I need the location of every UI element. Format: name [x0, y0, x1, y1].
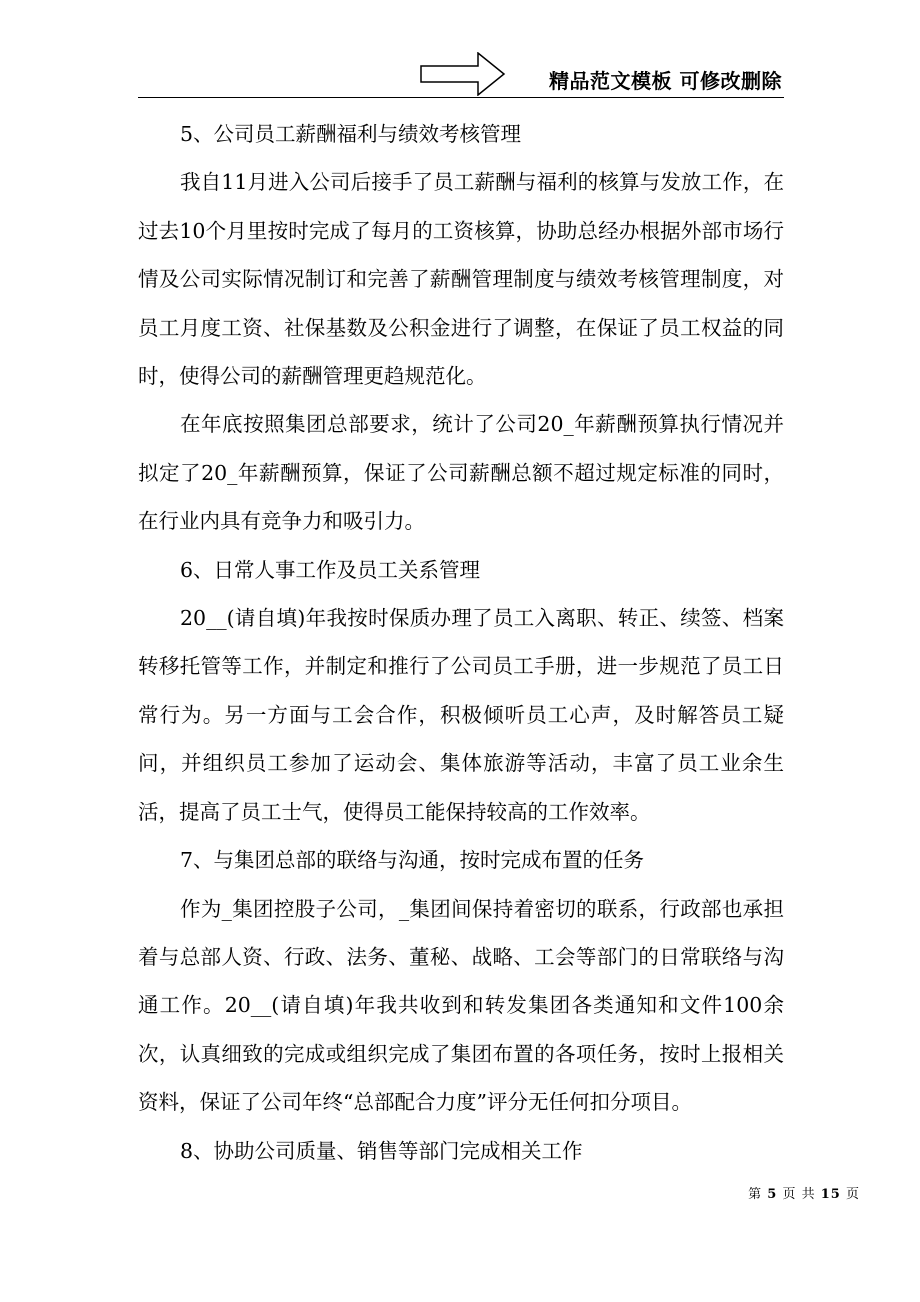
page-header — [138, 50, 784, 98]
paragraph-salary: 我自11月进入公司后接手了员工薪酬与福利的核算与发放工作，在过去10个月里按时完成了每月的工资核算，协助总经办根据外部市场行情及公司实际情况制订和完善了薪酬管理制度与绩效考核管理制度，对员工月度工资、社保基数及公积金进行了调整，在保证了员工权益的同时，使得公司的薪酬管理更趋规范化。 — [138, 170, 784, 389]
paragraph-budget: 在年底按照集团总部要求，统计了公司20_年薪酬预算执行情况并拟定了20_年薪酬预算，保证了公司薪酬总额不超过规定标准的同时，在行业内具有竞争力和吸引力。 — [138, 412, 784, 534]
header-rule — [138, 97, 784, 98]
section-heading-8: 8、协助公司质量、销售等部门完成相关工作 — [180, 1138, 583, 1163]
total-pages-number: 15 — [820, 1187, 841, 1202]
section-heading-7: 7、与集团总部的联络与沟通，按时完成布置的任务 — [180, 848, 645, 873]
footer-prefix: 第 — [748, 1187, 763, 1202]
page-number-footer — [748, 1183, 860, 1202]
section-heading-5: 5、公司员工薪酬福利与绩效考核管理 — [180, 122, 522, 146]
document-body — [138, 110, 784, 1175]
header-title: 精品范文模板 可修改删除 — [549, 69, 782, 93]
current-page-number: 5 — [767, 1187, 778, 1202]
paragraph-group-liaison: 作为_集团控股子公司，_集团间保持着密切的联系，行政部也承担着与总部人资、行政、法务、董秘、战略、工会等部门的日常联络与沟通工作。20__(请自填)年我共收到和转发集团各类通知和文件100余次，认真细致的完成或组织完成了集团布置的各项任务，按时上报相关资料，保证了公司年终“总部配合力度”评分无任何扣分项目。 — [138, 896, 784, 1115]
footer-middle: 页 共 — [782, 1187, 816, 1202]
section-heading-6: 6、日常人事工作及员工关系管理 — [180, 557, 481, 582]
paragraph-hr-daily: 20__(请自填)年我按时保质办理了员工入离职、转正、续签、档案转移托管等工作，并制定和推行了公司员工手册，进一步规范了员工日常行为。另一方面与工会合作，积极倾听员工心声，及时解答员工疑问，并组织员工参加了运动会、集体旅游等活动，丰富了员工业余生活，提高了员工士气，使得员工能保持较高的工作效率。 — [138, 606, 784, 824]
footer-suffix: 页 — [845, 1187, 860, 1202]
right-arrow-icon — [420, 52, 506, 96]
